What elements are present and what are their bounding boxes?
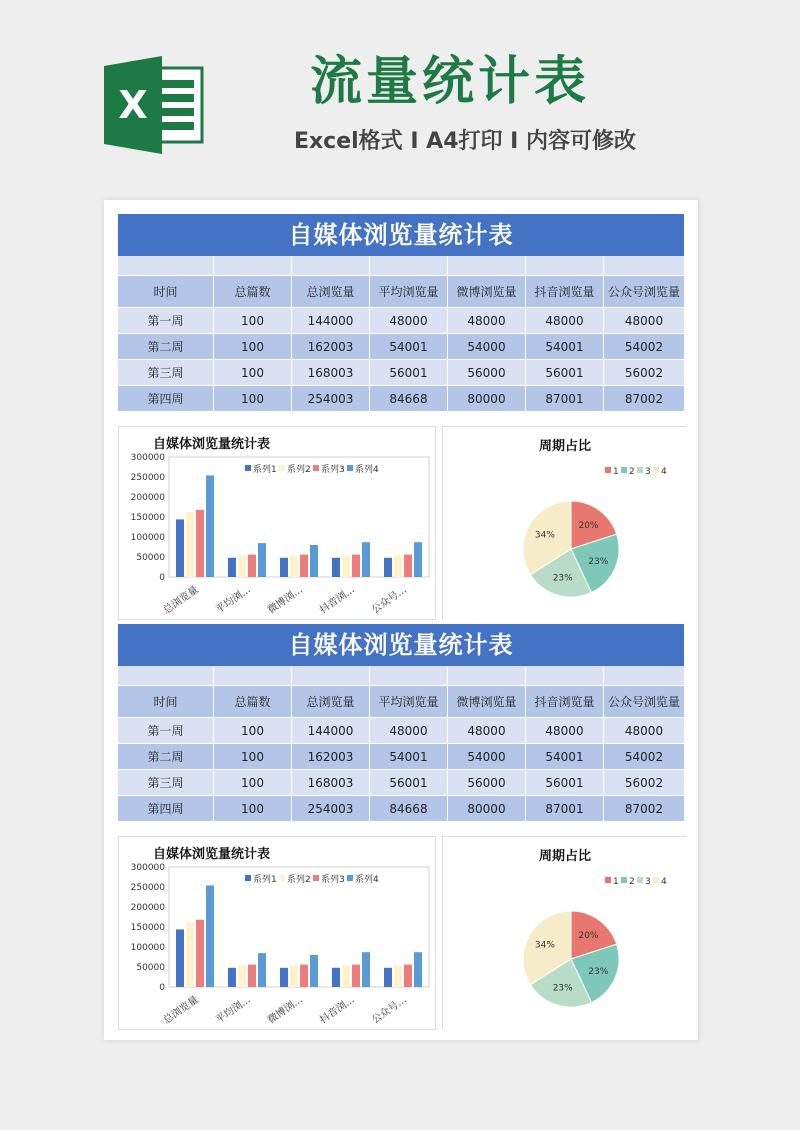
table-cell: 100 [214, 796, 292, 822]
y-tick-label: 200000 [130, 493, 165, 503]
table-cell: 100 [214, 770, 292, 796]
legend-swatch [637, 877, 643, 883]
legend-label: 2 [629, 467, 635, 477]
table-cell: 第三周 [118, 770, 214, 796]
pie-chart [443, 837, 687, 1031]
x-tick-label: 总浏览量 [161, 584, 201, 617]
spreadsheet-page [104, 200, 698, 1040]
table-cell: 80000 [448, 796, 526, 822]
table-cell: 168003 [292, 770, 370, 796]
legend-label: 系列3 [321, 875, 345, 885]
table-cell: 第四周 [118, 386, 214, 412]
column-header: 抖音浏览量 [526, 686, 604, 718]
table-cell: 56001 [526, 360, 604, 386]
x-tick-label: 公众号... [370, 994, 409, 1027]
x-tick-label: 微博浏... [266, 994, 305, 1027]
legend-swatch [347, 875, 353, 881]
bar [310, 545, 318, 577]
column-header: 总浏览量 [292, 276, 370, 308]
bar [176, 929, 184, 987]
table-cell: 54000 [448, 334, 526, 360]
bar [384, 558, 392, 577]
bar [258, 543, 266, 577]
table-cell: 100 [214, 334, 292, 360]
legend-label: 系列2 [287, 875, 311, 885]
table-row [118, 744, 684, 770]
bar-chart-panel [118, 426, 436, 620]
table-cell: 80000 [448, 386, 526, 412]
bar [414, 952, 422, 987]
blank-row [118, 666, 684, 686]
legend-swatch [605, 877, 611, 883]
y-tick-label: 100000 [130, 533, 165, 543]
legend-label: 2 [629, 877, 635, 887]
column-header: 抖音浏览量 [526, 276, 604, 308]
table-cell: 48000 [604, 718, 684, 744]
slice-label: 34% [534, 940, 555, 951]
table-row [118, 796, 684, 822]
legend-swatch [605, 467, 611, 473]
table-cell: 第二周 [118, 744, 214, 770]
table-cell: 54000 [448, 744, 526, 770]
bar [228, 968, 236, 987]
x-tick-label: 微博浏... [266, 584, 305, 617]
y-tick-label: 0 [159, 573, 165, 583]
table-row [118, 334, 684, 360]
x-tick-label: 公众号... [370, 584, 409, 617]
table-cell: 162003 [292, 744, 370, 770]
legend-label: 3 [645, 467, 651, 477]
legend-swatch [279, 465, 285, 471]
legend-swatch [313, 875, 319, 881]
column-header: 公众号浏览量 [604, 276, 684, 308]
table-cell: 56002 [604, 360, 684, 386]
y-tick-label: 0 [159, 983, 165, 993]
y-tick-label: 250000 [130, 473, 165, 483]
legend-label: 系列1 [253, 465, 277, 475]
slice-label: 23% [552, 573, 573, 584]
bar [186, 512, 194, 577]
table-cell: 54001 [370, 334, 448, 360]
bar [362, 952, 370, 987]
pie-chart-title: 周期占比 [538, 849, 591, 864]
table-cell: 56000 [448, 770, 526, 796]
table-cell: 87001 [526, 796, 604, 822]
table-cell: 56001 [370, 360, 448, 386]
table-title: 自媒体浏览量统计表 [118, 214, 684, 256]
table-cell: 54001 [370, 744, 448, 770]
bar [280, 558, 288, 577]
logo-letter: X [118, 83, 148, 127]
pie-chart-panel [442, 836, 686, 1030]
column-header: 公众号浏览量 [604, 686, 684, 718]
table-header-row [118, 276, 684, 308]
bar [186, 922, 194, 987]
bar [384, 968, 392, 987]
table-cell: 144000 [292, 718, 370, 744]
bar [310, 955, 318, 987]
legend-label: 系列2 [287, 465, 311, 475]
legend-swatch [653, 467, 659, 473]
table-cell: 第二周 [118, 334, 214, 360]
legend-swatch [245, 875, 251, 881]
table-cell: 56000 [448, 360, 526, 386]
column-header: 总篇数 [214, 686, 292, 718]
table-cell: 54002 [604, 744, 684, 770]
bar [228, 558, 236, 577]
table-cell: 第四周 [118, 796, 214, 822]
table-cell: 48000 [604, 308, 684, 334]
table-row [118, 360, 684, 386]
table-cell: 48000 [526, 308, 604, 334]
column-header: 时间 [118, 686, 214, 718]
bar [238, 555, 246, 577]
bar [342, 965, 350, 987]
charts-row [118, 836, 684, 1032]
bar [404, 965, 412, 987]
legend-swatch [637, 467, 643, 473]
table-cell: 84668 [370, 796, 448, 822]
legend-label: 系列4 [355, 465, 379, 475]
table-cell: 100 [214, 718, 292, 744]
table-cell: 54002 [604, 334, 684, 360]
bar [404, 555, 412, 577]
legend-swatch [621, 467, 627, 473]
table-cell: 第三周 [118, 360, 214, 386]
bar [352, 555, 360, 577]
legend-swatch [347, 465, 353, 471]
bar [394, 965, 402, 987]
y-tick-label: 300000 [130, 863, 165, 873]
table-cell: 48000 [370, 718, 448, 744]
legend-swatch [313, 465, 319, 471]
column-header: 平均浏览量 [370, 276, 448, 308]
legend-label: 1 [613, 877, 619, 887]
bar [290, 965, 298, 987]
bar [196, 510, 204, 577]
table-cell: 56002 [604, 770, 684, 796]
table-cell: 56001 [370, 770, 448, 796]
x-tick-label: 总浏览量 [161, 994, 201, 1027]
bar [248, 555, 256, 577]
x-tick-label: 平均浏... [214, 584, 253, 617]
table-cell: 54001 [526, 334, 604, 360]
table-cell: 144000 [292, 308, 370, 334]
bar-chart-title: 自媒体浏览量统计表 [153, 847, 271, 862]
bar [206, 885, 214, 987]
blank-row [118, 256, 684, 276]
slice-label: 23% [552, 983, 573, 994]
table-cell: 第一周 [118, 718, 214, 744]
stats-section-1 [118, 214, 684, 617]
bar [280, 968, 288, 987]
bar [394, 555, 402, 577]
page-subtitle: Excel格式 I A4打印 I 内容可修改 [293, 129, 637, 154]
table-cell: 87002 [604, 796, 684, 822]
x-tick-label: 平均浏... [214, 994, 253, 1027]
bar [300, 965, 308, 987]
legend-label: 1 [613, 467, 619, 477]
column-header: 微博浏览量 [448, 276, 526, 308]
x-tick-label: 抖音浏... [318, 584, 357, 617]
pie-chart-panel [442, 426, 686, 620]
column-header: 总篇数 [214, 276, 292, 308]
bar-chart-panel [118, 836, 436, 1030]
table-cell: 48000 [370, 308, 448, 334]
bar [196, 920, 204, 987]
table-row [118, 386, 684, 412]
bar [414, 542, 422, 577]
table-row [118, 770, 684, 796]
table-header-row [118, 686, 684, 718]
table-cell: 48000 [448, 308, 526, 334]
table-cell: 254003 [292, 386, 370, 412]
legend-swatch [621, 877, 627, 883]
table-cell: 100 [214, 360, 292, 386]
bar [362, 542, 370, 577]
y-tick-label: 200000 [130, 903, 165, 913]
table-cell: 56001 [526, 770, 604, 796]
legend-label: 系列1 [253, 875, 277, 885]
legend-label: 系列3 [321, 465, 345, 475]
table-row [118, 308, 684, 334]
legend-swatch [245, 465, 251, 471]
legend-swatch [279, 875, 285, 881]
charts-row [118, 426, 684, 622]
table-cell: 84668 [370, 386, 448, 412]
bar [206, 475, 214, 577]
table-cell: 162003 [292, 334, 370, 360]
y-tick-label: 150000 [130, 513, 165, 523]
column-header: 时间 [118, 276, 214, 308]
bar-chart [119, 427, 437, 621]
column-header: 总浏览量 [292, 686, 370, 718]
legend-label: 4 [661, 877, 667, 887]
bar-chart-title: 自媒体浏览量统计表 [153, 437, 271, 452]
table-title: 自媒体浏览量统计表 [118, 624, 684, 666]
table-row [118, 718, 684, 744]
legend-swatch [653, 877, 659, 883]
y-tick-label: 300000 [130, 453, 165, 463]
legend-label: 3 [645, 877, 651, 887]
table-cell: 87001 [526, 386, 604, 412]
slice-label: 20% [578, 520, 599, 531]
page-title: 流量统计表 [309, 52, 590, 112]
bar [258, 953, 266, 987]
bar [300, 555, 308, 577]
table-cell: 48000 [526, 718, 604, 744]
table-cell: 100 [214, 308, 292, 334]
slice-label: 20% [578, 930, 599, 941]
pie-chart [443, 427, 687, 621]
x-tick-label: 抖音浏... [318, 994, 357, 1027]
pie-chart-title: 周期占比 [538, 439, 591, 454]
slice-label: 34% [534, 530, 555, 541]
bar [332, 968, 340, 987]
legend-label: 4 [661, 467, 667, 477]
y-tick-label: 250000 [130, 883, 165, 893]
bar [248, 965, 256, 987]
legend-label: 系列4 [355, 875, 379, 885]
table-cell: 100 [214, 386, 292, 412]
table-cell: 168003 [292, 360, 370, 386]
bar [332, 558, 340, 577]
table-cell: 254003 [292, 796, 370, 822]
bar [290, 555, 298, 577]
table-cell: 54001 [526, 744, 604, 770]
table-cell: 第一周 [118, 308, 214, 334]
excel-logo-icon [104, 56, 204, 154]
y-tick-label: 50000 [136, 963, 165, 973]
table-cell: 87002 [604, 386, 684, 412]
y-tick-label: 50000 [136, 553, 165, 563]
table-cell: 48000 [448, 718, 526, 744]
column-header: 平均浏览量 [370, 686, 448, 718]
bar [342, 555, 350, 577]
bar-chart [119, 837, 437, 1031]
bar [176, 519, 184, 577]
column-header: 微博浏览量 [448, 686, 526, 718]
stats-section-2 [118, 624, 684, 1027]
bar [352, 965, 360, 987]
slice-label: 23% [588, 966, 609, 977]
y-tick-label: 100000 [130, 943, 165, 953]
bar [238, 965, 246, 987]
y-tick-label: 150000 [130, 923, 165, 933]
table-cell: 100 [214, 744, 292, 770]
slice-label: 23% [588, 556, 609, 567]
